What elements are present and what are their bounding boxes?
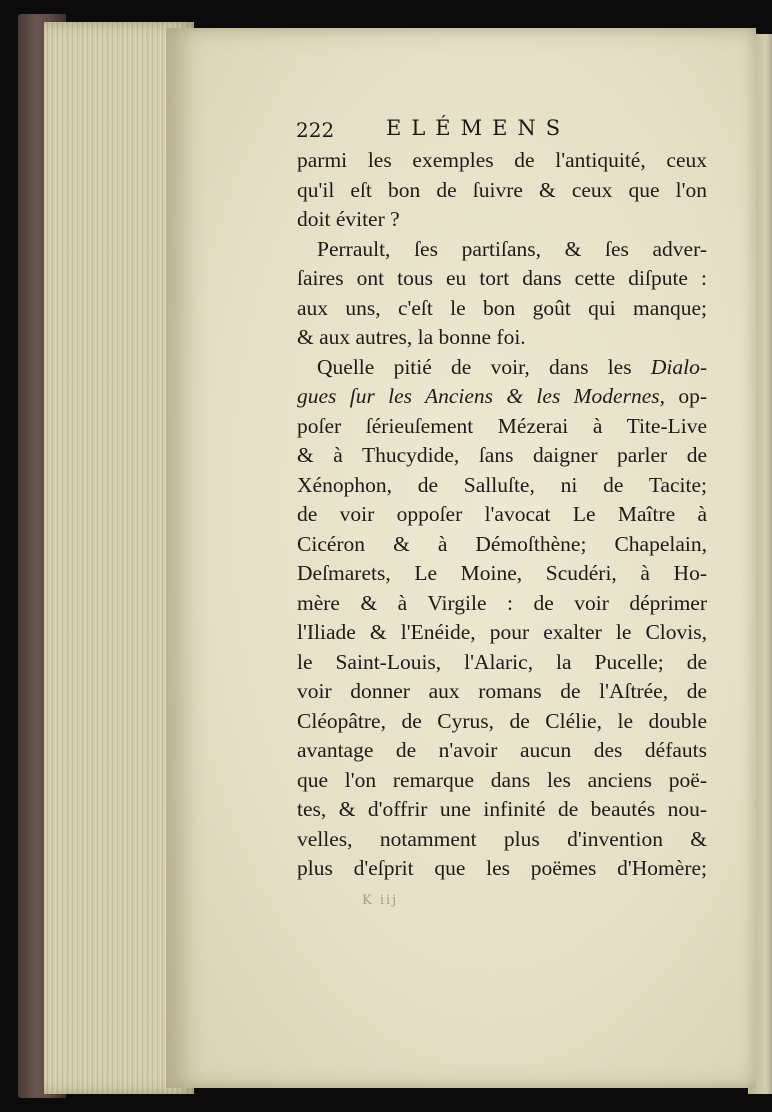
text-line: ſaires ont tous eu tort dans cette diſpute : xyxy=(297,266,707,290)
running-head xyxy=(296,118,596,148)
italic-span: Dialo- xyxy=(650,354,707,379)
text-line: le Saint-Louis, l'Alaric, la Pucelle; de xyxy=(297,649,707,674)
text-line: de voir oppoſer l'avocat Le Maître à xyxy=(297,502,707,526)
text-span: Quelle pitié de voir, dans les xyxy=(317,354,651,379)
text-line: tes, & d'offrir une infinité de beautés nou- xyxy=(297,797,707,821)
text-line: parmi les exemples de l'antiquité, ceux xyxy=(297,148,707,172)
text-line: plus d'eſprit que les poëmes d'Homère; xyxy=(297,856,707,880)
signature-mark: K iij xyxy=(362,893,399,908)
text-line: Deſmarets, Le Moine, Scudéri, à Ho- xyxy=(297,561,707,585)
text-line: l'Iliade & l'Enéide, pour exalter le Clovis, xyxy=(297,620,707,644)
text-line: qu'il eſt bon de ſuivre & ceux que l'on xyxy=(297,177,707,202)
text-line: Perrault, ſes partiſans, & ſes adver- xyxy=(317,236,707,261)
page-number: 222 xyxy=(296,118,335,142)
running-title: ELÉMENS xyxy=(386,116,571,140)
text-line: poſer ſérieuſement Mézerai à Tite-Live xyxy=(297,413,707,438)
text-line: Cicéron & à Démoſthène; Chapelain, xyxy=(297,531,707,556)
text-line: avantage de n'avoir aucun des défauts xyxy=(297,738,707,762)
text-span: , op- xyxy=(659,384,707,408)
text-line: doit éviter ? xyxy=(297,207,400,231)
text-line: & à Thucydide, ſans daigner parler de xyxy=(297,443,707,467)
text-line: voir donner aux romans de l'Aſtrée, de xyxy=(297,679,707,703)
text-line: aux uns, c'eſt le bon goût qui manque; xyxy=(297,295,707,320)
body-text xyxy=(297,146,707,884)
text-line xyxy=(297,353,707,383)
text-line: mère & à Virgile : de voir déprimer xyxy=(297,590,707,615)
text-line: Xénophon, de Salluſte, ni de Tacite; xyxy=(297,472,707,497)
text-line: velles, notamment plus d'invention & xyxy=(297,826,707,851)
text-line xyxy=(297,382,707,412)
text-line: Cléopâtre, de Cyrus, de Clélie, le double xyxy=(297,708,707,733)
text-line: & aux autres, la bonne foi. xyxy=(297,325,526,349)
italic-span: gues ſur les Anciens & les Modernes xyxy=(297,384,660,408)
text-line: que l'on remarque dans les anciens poë- xyxy=(297,767,707,792)
